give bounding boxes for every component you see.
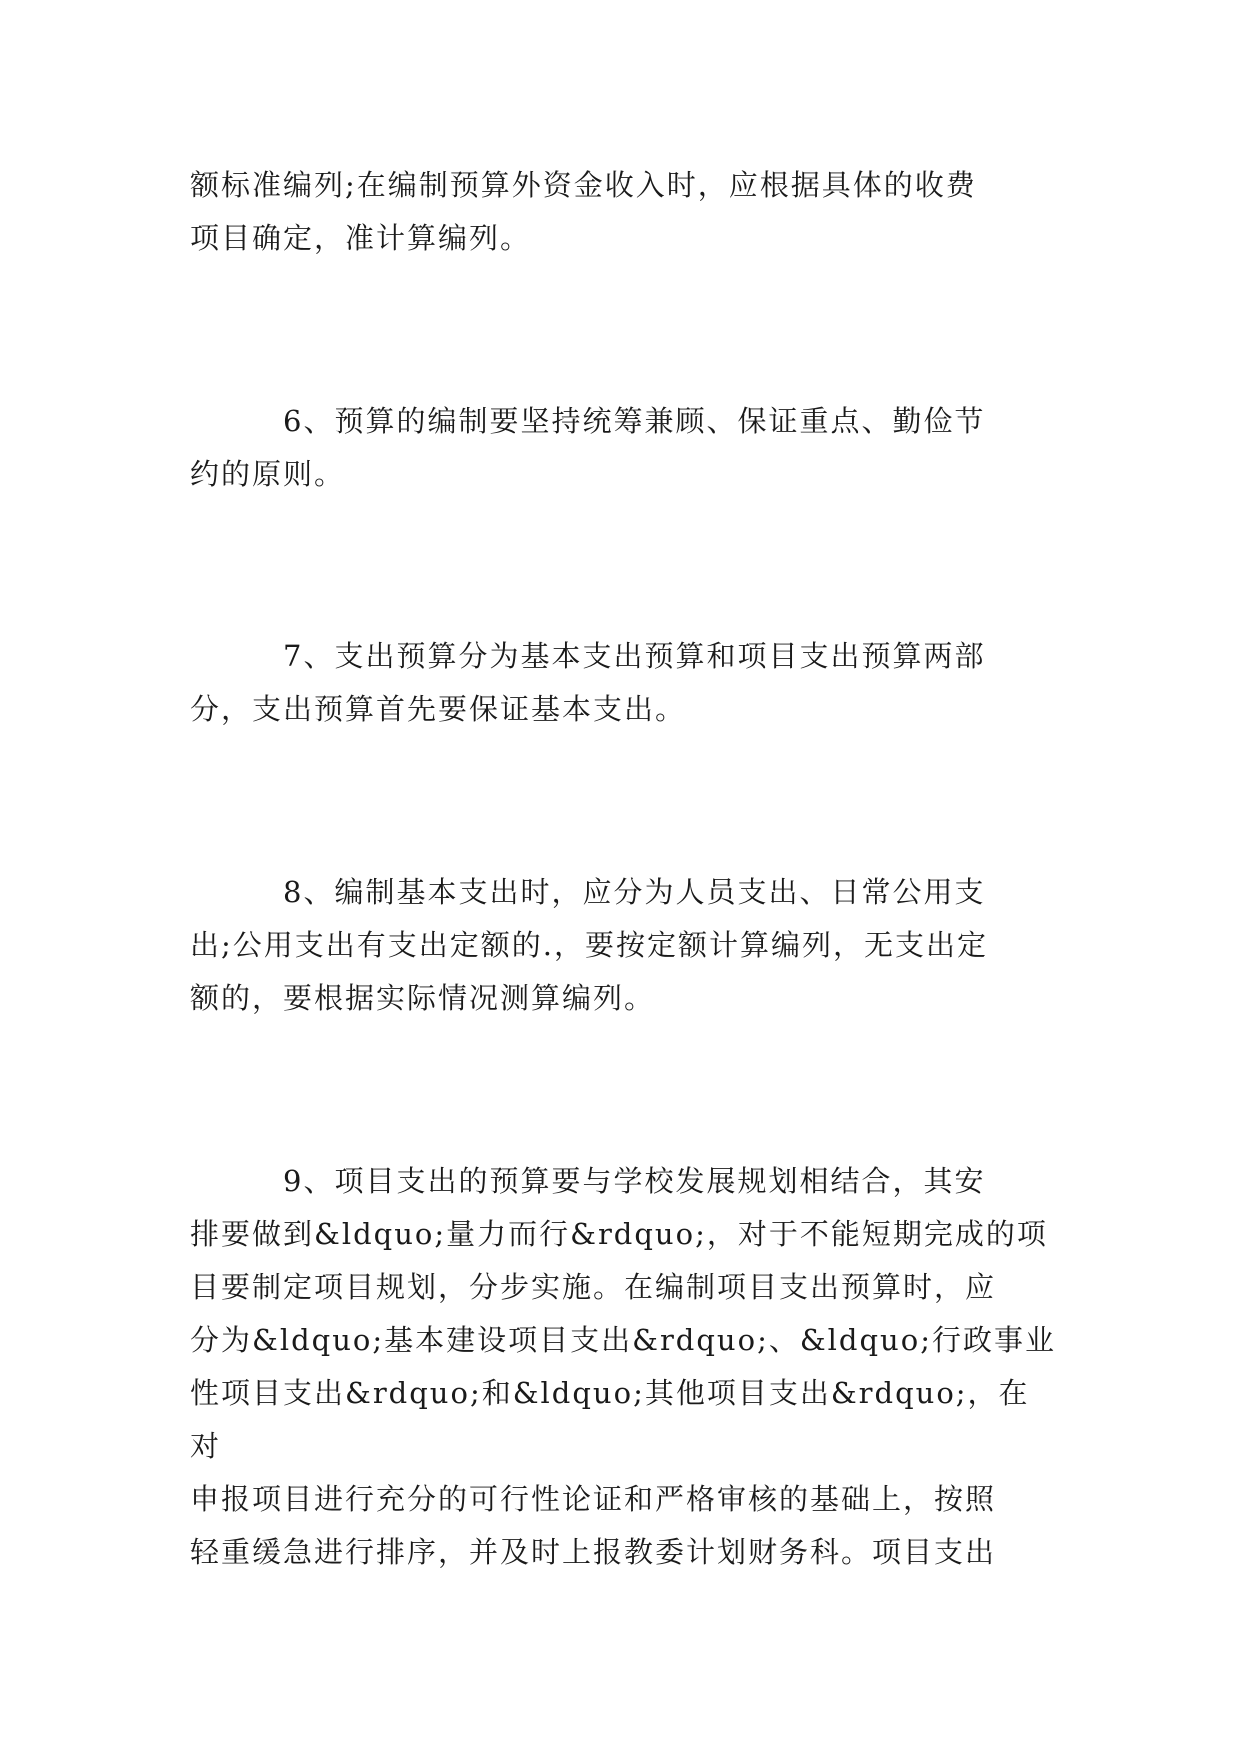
paragraph-item-9: 9、项目支出的预算要与学校发展规划相结合，其安 排要做到&ldquo;量力而行&rdquo;，对于不能短期完成的项 目要制定项目规划，分步实施。在编制项目支出预算时，应 分为&ldquo;基本建设项目支出&rdquo;、&ldquo;行政事业 性项目支出&rdquo;和&ldquo;其他项目支出&rdquo;，在对 申报项目进行充分的可行性论证和严格审核的基础上，按照 轻重缓急进行排序，并及时上报教委计划财务科。项目支出 [190, 1164, 1056, 1569]
paragraph-item-8: 8、编制基本支出时，应分为人员支出、日常公用支 出;公用支出有支出定额的.，要按定额计算编列，无支出定 额的，要根据实际情况测算编列。 [190, 875, 988, 1015]
paragraph-item-7: 7、支出预算分为基本支出预算和项目支出预算两部 分，支出预算首先要保证基本支出。 [190, 639, 986, 726]
paragraph-item-6: 6、预算的编制要坚持统筹兼顾、保证重点、勤俭节 约的原则。 [190, 404, 986, 491]
paragraph-continuation: 额标准编列;在编制预算外资金收入时，应根据具体的收费 项目确定，准计算编列。 [190, 168, 977, 255]
